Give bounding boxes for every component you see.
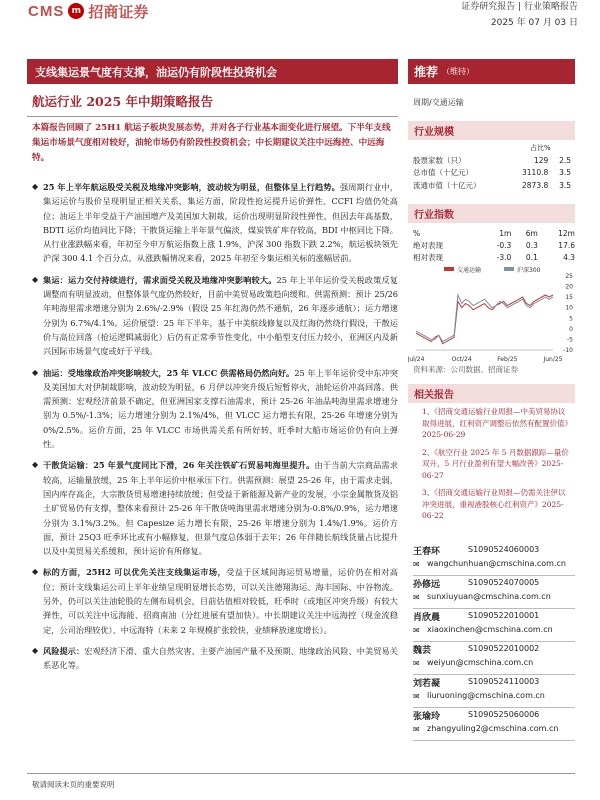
- analyst-name: 张瑜玲: [413, 712, 441, 722]
- index-value: 0.1: [525, 252, 538, 262]
- related-report-text[interactable]: 2、《航空行业 2025 年 5 月数据跟踪—量价双升，5 月行业盈利有望大幅改善》2025-06-27: [422, 447, 569, 480]
- report-body: [32, 180, 398, 680]
- analyst-email[interactable]: wangchunhuan@cmschina.com.cn: [427, 559, 566, 568]
- index-col: 6m: [525, 228, 538, 238]
- scale-value: 3110.8: [522, 168, 549, 178]
- table-row: [413, 167, 575, 180]
- scale-pct: 3.5: [559, 180, 571, 190]
- legend-label: 交通运输: [457, 267, 482, 274]
- rating-label: 推荐: [414, 65, 439, 79]
- paragraph-text: 受益于区域间海运贸易增量，运价仍在相对高位；预计支线集运公司上半年业绩呈现明显增长态势，可以关注德翔海运、海丰国际、中谷物流。另外，仍可以关注油轮股的左侧布局机会，目前估值相对较低，旺季时（或地区冲突升级）有较大弹性，可以关注中远海能、招商南油（分红进展有望加快）。中长期建议关注中远海控（现金流稳定，公司治理较优）、中远海特（未来 2 年规模扩张较快，业绩释放速度增长）。: [43, 567, 398, 635]
- analyst-code: S1090522010001: [468, 611, 540, 620]
- analyst-card: [413, 643, 575, 675]
- logo-mark-icon: m: [68, 3, 84, 19]
- index-label: 绝对表现: [413, 240, 443, 250]
- scale-label: 流通市值（十亿元）: [413, 180, 481, 190]
- table-row: [413, 251, 575, 263]
- index-col: 12m: [558, 228, 575, 238]
- index-value: -0.3: [496, 240, 512, 250]
- index-value: 0.3: [525, 240, 538, 250]
- paragraph-text: 强周期行业中，集运运价与股价呈现明显正相关关系，集运方面，阶段性抢运提升运价弹性、CCFI 均值仍处高位；油运上半年受益于产油国增产及美国加大制裁，运价出现明显阶段性弹性，但因去年高基数，BDTI 运价均值同比下降；干散货运输上半年景气偏淡，煤炭铁矿库存较高，BDI 中枢同比下降。从行业涨跌幅来看，年初至今申万航运指数上涨 1.9%，沪深 300 指数下跌 2.2%，航运板块领先沪深 300 4.1 个百分点，从涨跌幅情况来看，2025 年初至今集运相关标的涨幅居前。: [43, 182, 398, 264]
- analyst-code: S1090524110003: [468, 677, 540, 686]
- scale-unit: 占比%: [530, 144, 551, 152]
- analyst-email[interactable]: sunxiuyuan@cmschina.com.cn: [427, 592, 551, 601]
- scale-value: 2873.8: [522, 180, 549, 190]
- paragraph: [32, 458, 398, 558]
- related-report-text[interactable]: 1、《招商交通运输行业周报—中美贸易协议取得进展，红利资产调整后依然有配置价值》2025-06-29: [422, 407, 572, 439]
- x-tick-label: Feb/25: [497, 356, 518, 363]
- analyst-name: 刘若凝: [413, 679, 441, 689]
- analyst-code: S1090524060003: [468, 545, 540, 554]
- email-icon: ✉: [413, 560, 420, 569]
- index-value: 4.3: [563, 252, 575, 262]
- analyst-name: 王春环: [413, 547, 441, 557]
- analyst-code: S1090525060006: [468, 710, 540, 719]
- related-reports: [413, 406, 573, 528]
- sector-label: 周期/交通运输: [413, 98, 464, 107]
- email-icon: ✉: [413, 692, 420, 701]
- legend-swatch: [444, 267, 454, 271]
- analyst-name: 魏芸: [413, 646, 432, 656]
- logo-cn: 招商证券: [88, 2, 149, 21]
- legend-label: 沪深300: [517, 267, 541, 274]
- index-chart: [408, 264, 575, 374]
- table-row: [413, 239, 575, 251]
- related-report-link[interactable]: [413, 406, 573, 441]
- report-title: 航运行业 2025 年中期策略报告: [32, 94, 213, 109]
- email-icon: ✉: [413, 725, 420, 734]
- table-row: [413, 227, 575, 239]
- paragraph: [32, 273, 398, 359]
- index-label: 相对表现: [413, 252, 443, 262]
- series-line: [416, 295, 553, 344]
- analyst-code: S1090524070005: [468, 578, 540, 587]
- footer-note: 敬请阅读末页的重要说明: [32, 780, 115, 789]
- x-tick-label: Jun/25: [543, 356, 563, 363]
- abstract: 本篇报告回顾了 25H1 航运子板块发展态势，并对各子行业基本面变化进行展望。下半年支线集运市场景气度相对较好，油轮市场仍有阶段性投资机会；中长期建议关注中远海控、中远海特。: [32, 123, 391, 163]
- email-icon: ✉: [413, 626, 420, 635]
- index-value: -3.0: [496, 252, 512, 262]
- related-report-link[interactable]: [413, 447, 573, 482]
- related-report-text[interactable]: 3、《招商交通运输行业周报—仍需关注伊以冲突进展，重视港股核心红利资产》2025-06-22: [422, 488, 566, 520]
- y-tick-label: 15: [565, 294, 573, 302]
- analyst-card: [413, 577, 575, 609]
- related-report-link[interactable]: [413, 487, 573, 522]
- analyst-code: S1090522010002: [468, 644, 540, 653]
- analyst-card: [413, 709, 575, 741]
- scale-label: 股票家数（只）: [413, 155, 466, 165]
- table-row: [413, 179, 575, 192]
- report-meta: [461, 0, 578, 30]
- paragraph-lead: 干散货运输：25 年景气度同比下滑，26 年关注铁矿石贸易吨海里提升。: [43, 460, 315, 471]
- analyst-email[interactable]: weiyun@cmschina.com.cn: [427, 658, 534, 667]
- paragraph-lead: 风险提示：: [43, 645, 85, 656]
- y-tick-label: -10: [563, 347, 573, 354]
- y-tick-label: 5: [569, 315, 573, 323]
- analyst-email[interactable]: liuruoning@cmschina.com.cn: [427, 691, 545, 700]
- rating-banner: [408, 59, 575, 84]
- scale-pct: 3.5: [559, 168, 571, 178]
- index-col: 1m: [499, 228, 512, 238]
- paragraph: [32, 565, 398, 636]
- bullet-icon: ◆: [32, 645, 39, 655]
- table-row: [413, 154, 575, 167]
- analyst-email[interactable]: zhangyuling2@cmschina.com.cn: [427, 724, 559, 733]
- legend-swatch: [504, 267, 514, 271]
- bullet-icon: ◆: [32, 274, 39, 284]
- company-logo: [28, 0, 148, 22]
- analyst-name: 孙修远: [413, 580, 441, 590]
- email-icon: ✉: [413, 593, 420, 602]
- x-tick-label: Jul/24: [408, 356, 425, 363]
- analyst-name: 肖欣晨: [413, 613, 441, 623]
- paragraph: [32, 180, 398, 266]
- industry-scale-heading: 行业规模: [408, 121, 575, 140]
- analyst-card: [413, 610, 575, 642]
- analyst-card: [413, 544, 575, 576]
- industry-index-table: [413, 227, 575, 263]
- bullet-icon: ◆: [32, 567, 39, 577]
- index-col: %: [413, 228, 421, 238]
- footer-divider: [27, 773, 575, 774]
- logo-cms: CMS: [28, 2, 65, 20]
- paragraph-lead: 25 年上半年航运股受关税及地缘冲突影响，波动较为明显，但整体呈上行趋势。: [43, 182, 340, 192]
- x-tick-label: Oct/24: [451, 356, 472, 363]
- analyst-list: [413, 544, 575, 742]
- scale-label: 总市值（十亿元）: [413, 168, 473, 178]
- scale-pct: 2.5: [559, 155, 571, 165]
- paragraph-text: 25 年上半年运价受关税政策反复调整而有明显波动，但整体景气度仍然较好，目前中美贸易政策趋向缓和。供需预测：预计 25/26 年吨海里需求增速分别为 2.6%/-2.9%（假设 25 年红海仍然不通航，26 年逐步通航）；运力增速分别为 6.7%/4.1%。运价展望：25 年下半年，基于中美航线修复以及红海仍然绕行假设，干散运价与高位回落（抢运逻辑减弱化）后仍有正常季节性变化，中小船型支付压力较小，亚洲区内及新兴国际市场景气度或好于平线。: [43, 274, 398, 357]
- paragraph-lead: 标的方面，25H2 可以优先关注支线集运市场，: [43, 567, 227, 578]
- headline-banner: 支线集运景气度有支撑，油运仍有阶段性投资机会: [27, 59, 398, 84]
- paragraph-text: 由于当前大宗商品需求较高，运输量放缓，25 年上半年运价中枢承压下行。供需预测：展望 25-26 年，由于需求走弱，国内库存高企，大宗散货贸易增速持续放缓；但受益于新能源及新产业的发展，小宗金属散货及铝土矿贸易仍有支撑，整体来看预计 25-26 年干散货吨海里需求增速分别为-0.8%/0.9%，运力增速分别为 3.1%/3.2%。但 Capesize 运力增长有限，25-26 年增速分别为 1.4%/1.9%。运价方面，预计 25Q3 旺季环比或有小幅修复，但景气度总体弱于去年；26 年伴随长航线货量占比提升以及中美贸易关系缓和，预计运价有所修复。: [43, 460, 398, 557]
- paragraph-text: 25 年上半年运价受中东冲突及美国加大对伊制裁影响，波动较为明显，6 月伊以冲突升级后短暂停火，油轮运价冲高回落。供需预测：宏观经济前景不确定，但亚洲国家支撑石油需求，预计 25-26 年油品吨海里需求增速分别为 0.5%/-1.3%；运力增速分别为 2.1%/4%，但 VLCC 运力增长有限，25-26 年增速分别为 0%/2.5%。运价方面，25 年 VLCC 市场供需关系有所好转，旺季时大船市场运价仍有向上弹性。: [43, 367, 398, 450]
- industry-index-heading: 行业指数: [408, 204, 575, 223]
- y-tick-label: 10: [565, 304, 573, 312]
- paragraph-lead: 油运：受地缘政治冲突影响较大，25 年 VLCC 供需格局仍然向好。: [43, 367, 295, 378]
- analyst-card: [413, 676, 575, 708]
- chart-source: 资料来源：公司数据、招商证券: [413, 365, 518, 374]
- y-tick-label: 20: [565, 283, 573, 291]
- index-chart-svg: [408, 264, 575, 364]
- related-heading: 相关报告: [408, 384, 575, 403]
- paragraph: [32, 366, 398, 452]
- analyst-email[interactable]: xiaoxinchen@cmschina.com.cn: [427, 625, 553, 634]
- email-icon: ✉: [413, 659, 420, 668]
- bullet-icon: ◆: [32, 460, 39, 470]
- scale-value: 129: [533, 155, 549, 165]
- y-tick-label: 25: [565, 273, 573, 280]
- paragraph-lead: 集运：运力交付持续进行，需求面受关税及地缘冲突影响较大。: [43, 274, 277, 285]
- bullet-icon: ◆: [32, 182, 39, 191]
- report-date: 2025 年 07 月 03 日: [490, 18, 578, 28]
- y-tick-label: 0: [569, 325, 573, 333]
- industry-scale-table: [413, 154, 575, 192]
- index-value: 17.6: [558, 240, 575, 250]
- bullet-icon: ◆: [32, 367, 39, 377]
- rating-sub: （维持）: [442, 67, 475, 76]
- y-tick-label: -5: [567, 336, 573, 344]
- report-type: 证券研究报告 | 行业策略报告: [461, 2, 578, 12]
- paragraph: [32, 644, 398, 673]
- series-line: [416, 295, 553, 342]
- paragraph-text: 宏观经济下滑、重大自然灾害、主要产油国产量不及预期、地缘政治风险、中美贸易关系恶化等。: [43, 645, 398, 671]
- divider: [27, 116, 398, 117]
